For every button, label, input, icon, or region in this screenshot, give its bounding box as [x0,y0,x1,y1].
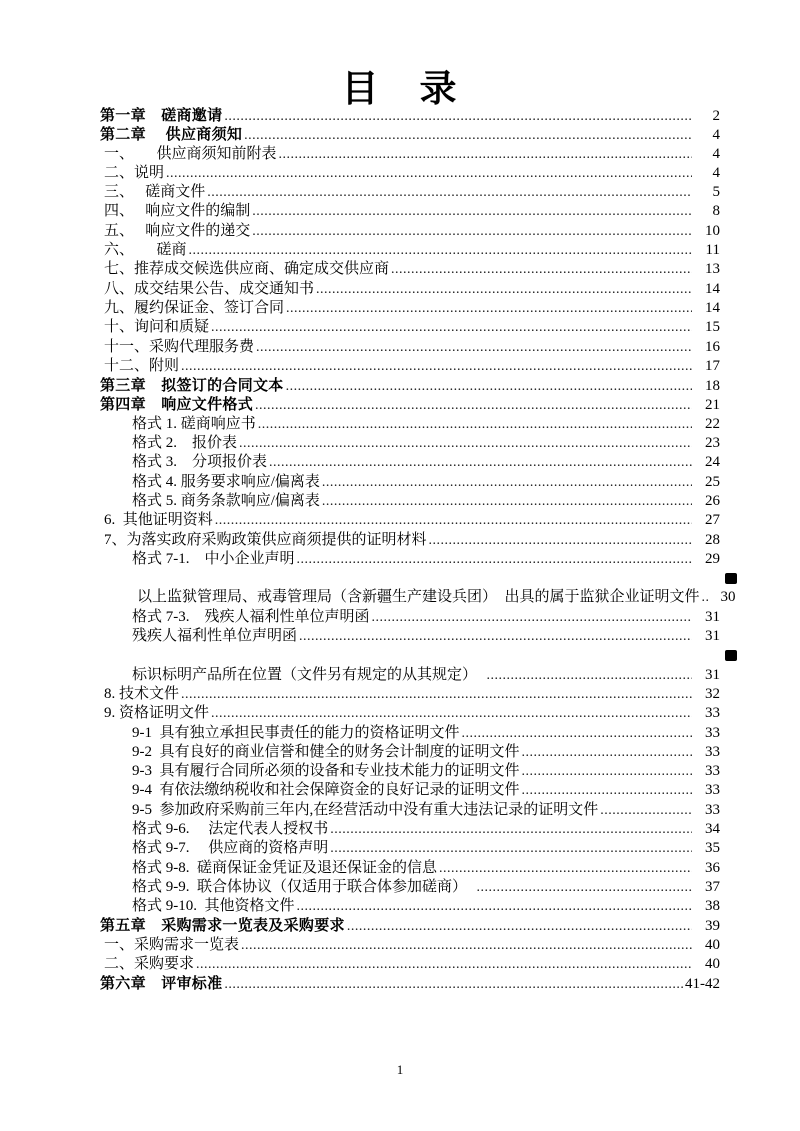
toc-entry-page: 41-42 [685,976,720,993]
dot-leader [166,164,692,183]
toc-entry-label: 第六章 评审标准 [100,975,223,993]
toc-entry-label: 9-5 参加政府采购前三年内,在经营活动中没有重大违法记录的证明文件 [132,801,599,818]
dot-leader [322,492,692,511]
toc-entry-page: 39 [705,918,720,935]
toc-entry-label: 五、 响应文件的递交 [104,222,251,239]
toc-entry-page: 31 [705,666,720,683]
toc-entry-page: 21 [705,397,720,414]
dot-leader [702,588,708,607]
toc-entry-page: 14 [705,280,720,297]
toc-entry-label: 格式 7-1. 中小企业声明 [132,550,295,567]
toc-entry-page: 5 [712,184,720,201]
dot-leader [189,241,692,260]
page-title: 目 录 [341,69,459,110]
toc-entry-label: 十一、采购代理服务费 [104,338,255,355]
toc-entry [100,280,720,299]
dot-leader [239,434,692,453]
dot-leader [196,955,692,974]
toc-entry [100,820,720,839]
toc-entry [100,145,720,164]
redaction-square [725,650,737,661]
toc-entry-page: 16 [705,338,720,355]
toc-entry [100,434,720,453]
toc-entry-label: 九、履约保证金、签订合同 [104,299,285,316]
toc-entry-label: 一、 供应商须知前附表 [104,145,277,162]
dot-leader [279,145,692,164]
toc-entry-page: 28 [705,531,720,548]
toc-entry-page: 2 [712,108,720,124]
toc-entry-page: 22 [705,415,720,432]
toc-entry [100,608,720,627]
dot-leader [224,975,683,994]
dot-leader [297,550,693,569]
toc-entry-label: 格式 9-10. 其他资格文件 [132,898,295,915]
toc-entry [100,183,720,202]
toc-entry-page: 40 [705,956,720,973]
toc-entry [100,415,720,434]
toc-entry [100,395,720,414]
toc-entry [100,550,720,569]
toc-entry [100,666,720,685]
toc-entry-label: 二、采购要求 [104,956,195,973]
toc-entry-page: 31 [705,608,720,625]
toc-entry [100,724,720,743]
toc-entry-label: 四、 响应文件的编制 [104,203,251,220]
dot-leader [252,202,692,221]
toc-entry-label: 七、推荐成交候选供应商、确定成交供应商 [104,261,390,278]
toc-entry-label: 以上监狱管理局、戒毒管理局（含新疆生产建设兵团） 出具的属于监狱企业证明文件 [137,589,700,606]
toc-entry-label: 格式 2. 报价表 [132,435,238,452]
redaction-square [725,573,737,584]
toc-entry-label: 9-4 有依法缴纳税收和社会保障资金的良好记录的证明文件 [132,782,520,799]
dot-leader [224,107,692,126]
dot-leader [258,415,692,434]
toc-entry-label: 第五章 采购需求一览表及采购要求 [100,917,345,935]
toc-entry-label: 格式 4. 服务要求响应/偏离表 [132,473,320,490]
toc-entry [100,202,720,221]
dot-leader [181,685,692,704]
toc-entry-label: 格式 3. 分项报价表 [132,454,268,471]
toc-entry [100,318,720,337]
dot-leader [330,839,692,858]
dot-leader [255,396,692,415]
toc-entry-page: 31 [705,628,720,645]
dot-leader [330,820,692,839]
dot-leader [286,377,692,396]
footer-page-number: 1 [396,1062,404,1077]
toc-entry-page: 34 [705,820,720,837]
toc-entry-page: 33 [705,801,720,818]
dot-leader [211,318,692,337]
dot-leader [487,666,692,685]
dot-leader [244,126,692,145]
dot-leader [391,260,692,279]
toc-entry-page: 24 [705,454,720,471]
toc-entry-label: 6. 其他证明资料 [104,512,213,529]
dot-leader [429,531,692,550]
toc-entry [100,627,720,646]
dot-leader [207,183,692,202]
toc-entry-label: 六、 磋商 [104,242,187,259]
toc-entry-page: 37 [705,878,720,895]
toc-entry-label: 9-2 具有良好的商业信誉和健全的财务会计制度的证明文件 [132,743,520,760]
dot-leader [181,357,692,376]
dot-leader [600,801,692,820]
dot-leader [347,917,692,936]
toc-entry-label: 9-3 具有履行合同所必须的设备和专业技术能力的证明文件 [132,763,520,780]
toc-entry [100,781,720,800]
toc-entry-label: 7、为落实政府采购政策供应商须提供的证明材料 [104,531,427,548]
dot-leader [211,704,692,723]
toc-entry [100,859,720,878]
toc-entry [100,916,720,935]
dot-leader [241,936,692,955]
toc-entry-page: 17 [705,357,720,374]
toc-entry-label: 9-1 具有独立承担民事责任的能力的资格证明文件 [132,724,460,741]
toc-entry [100,241,720,260]
toc-entry [100,974,720,993]
toc-entry-page: 29 [705,550,720,567]
dot-leader [316,280,692,299]
toc-entry-page: 25 [705,473,720,490]
toc-entry-page: 4 [712,164,720,181]
toc-entry [100,569,720,588]
toc-entry [100,743,720,762]
toc-entry-page: 15 [705,319,720,336]
toc-entry-page: 23 [705,435,720,452]
toc-entry [100,646,720,665]
dot-leader [462,724,693,743]
toc-entry-label: 十二、附则 [104,357,180,374]
toc-entry [100,511,720,530]
toc-entry [100,531,720,550]
dot-leader [522,743,693,762]
toc-entry [100,453,720,472]
toc-entry [100,839,720,858]
toc-entry-page: 33 [705,705,720,722]
toc-entry-label: 第四章 响应文件格式 [100,396,254,414]
toc-entry-label: 格式 1. 磋商响应书 [132,415,256,432]
toc-entry-page: 33 [705,724,720,741]
toc-entry [100,897,720,916]
toc-entry-page: 36 [705,859,720,876]
toc-entry [100,106,720,125]
toc-entry-page: 27 [705,512,720,529]
toc-entry [100,299,720,318]
toc-entry-label: 二、说明 [104,164,165,181]
toc-entry [100,801,720,820]
toc-entry-label: 一、采购需求一览表 [104,936,240,953]
toc-entry-page: 32 [705,685,720,702]
toc-entry-page: 14 [705,299,720,316]
toc-entry [100,492,720,511]
dot-leader [522,762,693,781]
dot-leader [322,473,692,492]
toc-entry-label: 第二章 供应商须知 [100,126,243,144]
toc-entry-label: 残疾人福利性单位声明函 [132,628,298,645]
toc-entry-page: 18 [705,378,720,395]
toc-entry-label: 格式 5. 商务条款响应/偏离表 [132,492,320,509]
toc-list [100,106,736,994]
toc-entry [100,222,720,241]
dot-leader [297,897,693,916]
toc-entry-page: 33 [705,782,720,799]
toc-entry-page: 33 [705,743,720,760]
dot-leader [269,453,692,472]
toc-entry-page: 33 [705,763,720,780]
toc-entry-page: 26 [705,492,720,509]
toc-entry [100,878,720,897]
toc-entry-label: 9. 资格证明文件 [104,705,210,722]
toc-entry-page: 30 [720,589,736,606]
dot-leader [299,627,692,646]
dot-leader [439,859,692,878]
toc-entry-label: 格式 9-7. 供应商的资格声明 [132,840,329,857]
toc-entry-label: 格式 9-8. 磋商保证金凭证及退还保证金的信息 [132,859,437,876]
dot-leader [215,511,692,530]
toc-entry-label: 八、成交结果公告、成交通知书 [104,280,315,297]
toc-entry [100,588,736,607]
toc-entry [100,473,720,492]
toc-entry-page: 13 [705,261,720,278]
toc-entry-label: 第一章 磋商邀请 [100,107,223,124]
toc-entry-label: 8. 技术文件 [104,685,180,702]
toc-entry-label: 格式 9-6. 法定代表人授权书 [132,820,329,837]
toc-entry [100,936,720,955]
toc-entry-page: 11 [705,242,720,259]
toc-entry [100,955,720,974]
toc-entry [100,338,720,357]
dot-leader [286,299,692,318]
toc-entry-label: 格式 9-9. 联合体协议（仅适用于联合体参加磋商） [132,878,475,895]
toc-entry [100,357,720,376]
toc-entry-label: 标识标明产品所在位置（文件另有规定的从其规定） [132,666,485,683]
dot-leader [477,878,693,897]
toc-entry-page: 38 [705,898,720,915]
toc-entry [100,762,720,781]
toc-entry-page: 4 [712,145,720,162]
toc-entry-label: 格式 7-3. 残疾人福利性单位声明函 [132,608,370,625]
toc-entry-label: 三、 磋商文件 [104,184,206,201]
toc-entry-page: 10 [705,222,720,239]
dot-leader [522,781,693,800]
toc-entry [100,125,720,144]
toc-entry-page: 40 [705,936,720,953]
toc-entry [100,260,720,279]
toc-entry-page: 35 [705,840,720,857]
dot-leader [252,222,692,241]
toc-entry-page: 4 [712,127,720,144]
toc-entry [100,704,720,723]
toc-entry [100,376,720,395]
toc-entry-label: 第三章 拟签订的合同文本 [100,377,284,395]
toc-entry [100,685,720,704]
dot-leader [372,608,693,627]
toc-entry-label: 十、询问和质疑 [104,319,210,336]
toc-entry [100,164,720,183]
toc-entry-page: 8 [712,203,720,220]
dot-leader [256,338,692,357]
